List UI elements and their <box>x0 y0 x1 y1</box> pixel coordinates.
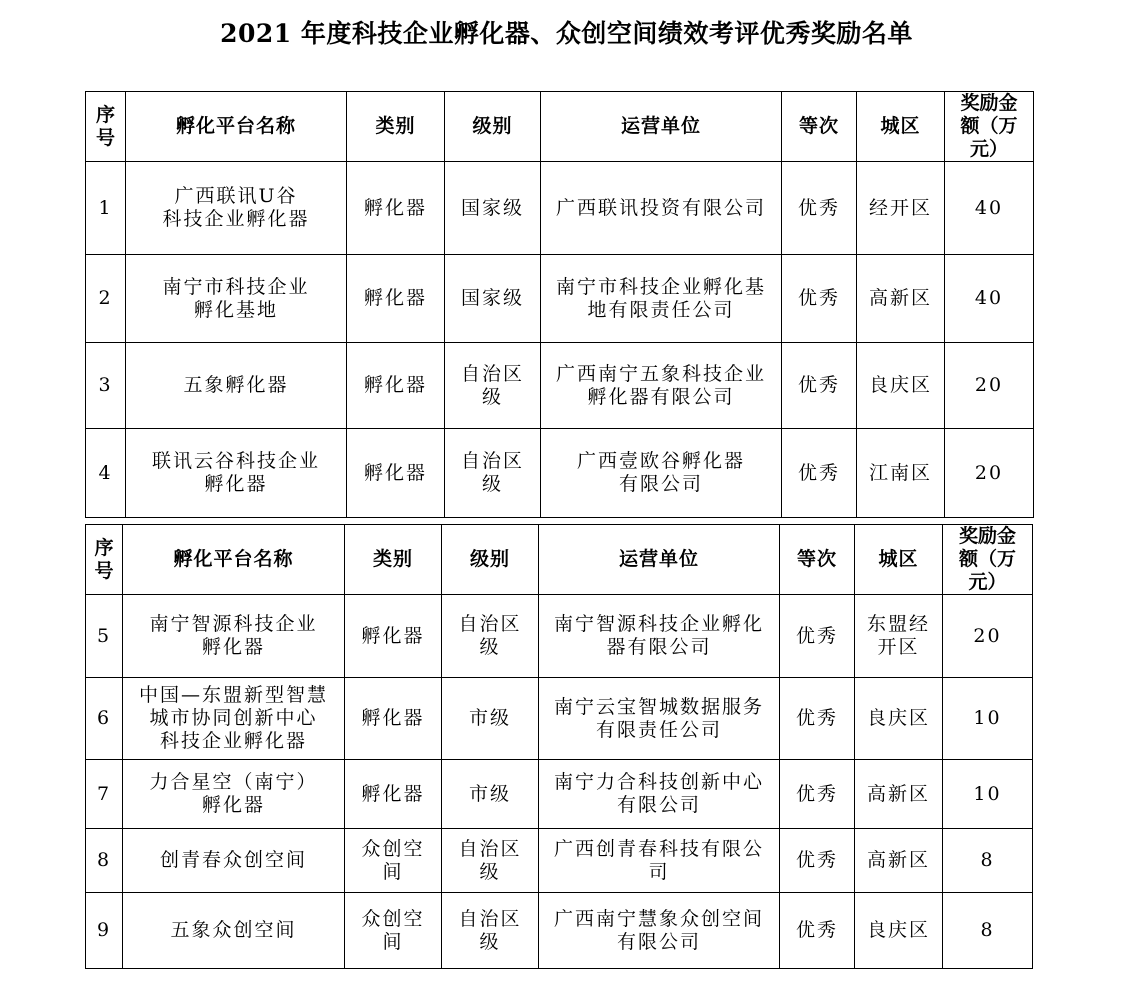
cell-seq: 6 <box>86 678 123 760</box>
cell-type: 孵化器 <box>347 429 445 518</box>
cell-grade: 优秀 <box>780 760 855 829</box>
cell-level: 自治区 级 <box>445 429 541 518</box>
cell-operator: 广西南宁五象科技企业 孵化器有限公司 <box>541 343 782 429</box>
cell-operator: 广西联讯投资有限公司 <box>541 162 782 255</box>
cell-grade: 优秀 <box>782 162 857 255</box>
table-row <box>86 429 1034 518</box>
cell-amount: 20 <box>945 429 1034 518</box>
cell-seq: 5 <box>86 595 123 678</box>
cell-operator: 广西创青春科技有限公 司 <box>539 829 780 893</box>
cell-operator: 南宁市科技企业孵化基 地有限责任公司 <box>541 255 782 343</box>
page-title: 2021 年度科技企业孵化器、众创空间绩效考评优秀奖励名单 <box>220 19 913 48</box>
table-header-row <box>86 525 1033 595</box>
cell-amount: 8 <box>943 893 1033 969</box>
header-seq: 序 号 <box>86 525 123 595</box>
header-name: 孵化平台名称 <box>123 525 345 595</box>
table-row <box>86 343 1034 429</box>
header-grade: 等次 <box>782 92 857 162</box>
cell-seq: 3 <box>86 343 126 429</box>
cell-level: 自治区 级 <box>442 595 539 678</box>
header-level: 级别 <box>445 92 541 162</box>
cell-district: 高新区 <box>857 255 945 343</box>
cell-amount: 10 <box>943 678 1033 760</box>
header-type: 类别 <box>345 525 442 595</box>
cell-district: 高新区 <box>855 760 943 829</box>
cell-level: 市级 <box>442 678 539 760</box>
cell-grade: 优秀 <box>780 829 855 893</box>
header-amount: 奖励金 额（万 元） <box>945 92 1034 162</box>
table-row <box>86 678 1033 760</box>
header-type: 类别 <box>347 92 445 162</box>
table-header-row <box>86 92 1034 162</box>
cell-grade: 优秀 <box>782 429 857 518</box>
cell-seq: 4 <box>86 429 126 518</box>
header-district: 城区 <box>855 525 943 595</box>
cell-district: 良庆区 <box>857 343 945 429</box>
cell-amount: 40 <box>945 162 1034 255</box>
cell-type: 众创空 间 <box>345 829 442 893</box>
cell-district: 东盟经 开区 <box>855 595 943 678</box>
table-row <box>86 760 1033 829</box>
cell-district: 经开区 <box>857 162 945 255</box>
cell-operator: 南宁智源科技企业孵化 器有限公司 <box>539 595 780 678</box>
cell-amount: 8 <box>943 829 1033 893</box>
cell-name: 联讯云谷科技企业 孵化器 <box>126 429 347 518</box>
cell-name: 中国—东盟新型智慧 城市协同创新中心 科技企业孵化器 <box>123 678 345 760</box>
cell-level: 国家级 <box>445 255 541 343</box>
cell-operator: 广西南宁慧象众创空间 有限公司 <box>539 893 780 969</box>
cell-type: 孵化器 <box>347 343 445 429</box>
award-table-2 <box>85 524 1033 969</box>
cell-seq: 7 <box>86 760 123 829</box>
cell-grade: 优秀 <box>780 893 855 969</box>
cell-grade: 优秀 <box>782 343 857 429</box>
cell-level: 自治区 级 <box>442 829 539 893</box>
table-row <box>86 595 1033 678</box>
header-operator: 运营单位 <box>539 525 780 595</box>
cell-type: 孵化器 <box>345 760 442 829</box>
cell-seq: 1 <box>86 162 126 255</box>
cell-grade: 优秀 <box>780 678 855 760</box>
cell-amount: 40 <box>945 255 1034 343</box>
cell-operator: 南宁力合科技创新中心 有限公司 <box>539 760 780 829</box>
cell-type: 众创空 间 <box>345 893 442 969</box>
table-row <box>86 255 1034 343</box>
award-table-1 <box>85 91 1034 518</box>
cell-seq: 8 <box>86 829 123 893</box>
cell-amount: 20 <box>945 343 1034 429</box>
header-amount: 奖励金 额（万 元） <box>943 525 1033 595</box>
cell-level: 自治区 级 <box>445 343 541 429</box>
cell-operator: 广西壹欧谷孵化器 有限公司 <box>541 429 782 518</box>
cell-name: 南宁市科技企业 孵化基地 <box>126 255 347 343</box>
header-grade: 等次 <box>780 525 855 595</box>
table-row <box>86 162 1034 255</box>
cell-seq: 9 <box>86 893 123 969</box>
cell-level: 自治区 级 <box>442 893 539 969</box>
table-row <box>86 893 1033 969</box>
cell-district: 高新区 <box>855 829 943 893</box>
header-operator: 运营单位 <box>541 92 782 162</box>
table-row <box>86 829 1033 893</box>
cell-name: 力合星空（南宁） 孵化器 <box>123 760 345 829</box>
cell-amount: 10 <box>943 760 1033 829</box>
cell-amount: 20 <box>943 595 1033 678</box>
cell-name: 广西联讯U谷 科技企业孵化器 <box>126 162 347 255</box>
cell-operator: 南宁云宝智城数据服务 有限责任公司 <box>539 678 780 760</box>
cell-district: 江南区 <box>857 429 945 518</box>
cell-grade: 优秀 <box>782 255 857 343</box>
cell-district: 良庆区 <box>855 678 943 760</box>
cell-type: 孵化器 <box>345 678 442 760</box>
header-seq: 序 号 <box>86 92 126 162</box>
cell-type: 孵化器 <box>347 255 445 343</box>
cell-grade: 优秀 <box>780 595 855 678</box>
cell-level: 市级 <box>442 760 539 829</box>
cell-name: 五象众创空间 <box>123 893 345 969</box>
cell-district: 良庆区 <box>855 893 943 969</box>
cell-name: 五象孵化器 <box>126 343 347 429</box>
cell-seq: 2 <box>86 255 126 343</box>
header-district: 城区 <box>857 92 945 162</box>
cell-name: 创青春众创空间 <box>123 829 345 893</box>
cell-level: 国家级 <box>445 162 541 255</box>
cell-name: 南宁智源科技企业 孵化器 <box>123 595 345 678</box>
header-level: 级别 <box>442 525 539 595</box>
header-name: 孵化平台名称 <box>126 92 347 162</box>
cell-type: 孵化器 <box>345 595 442 678</box>
cell-type: 孵化器 <box>347 162 445 255</box>
